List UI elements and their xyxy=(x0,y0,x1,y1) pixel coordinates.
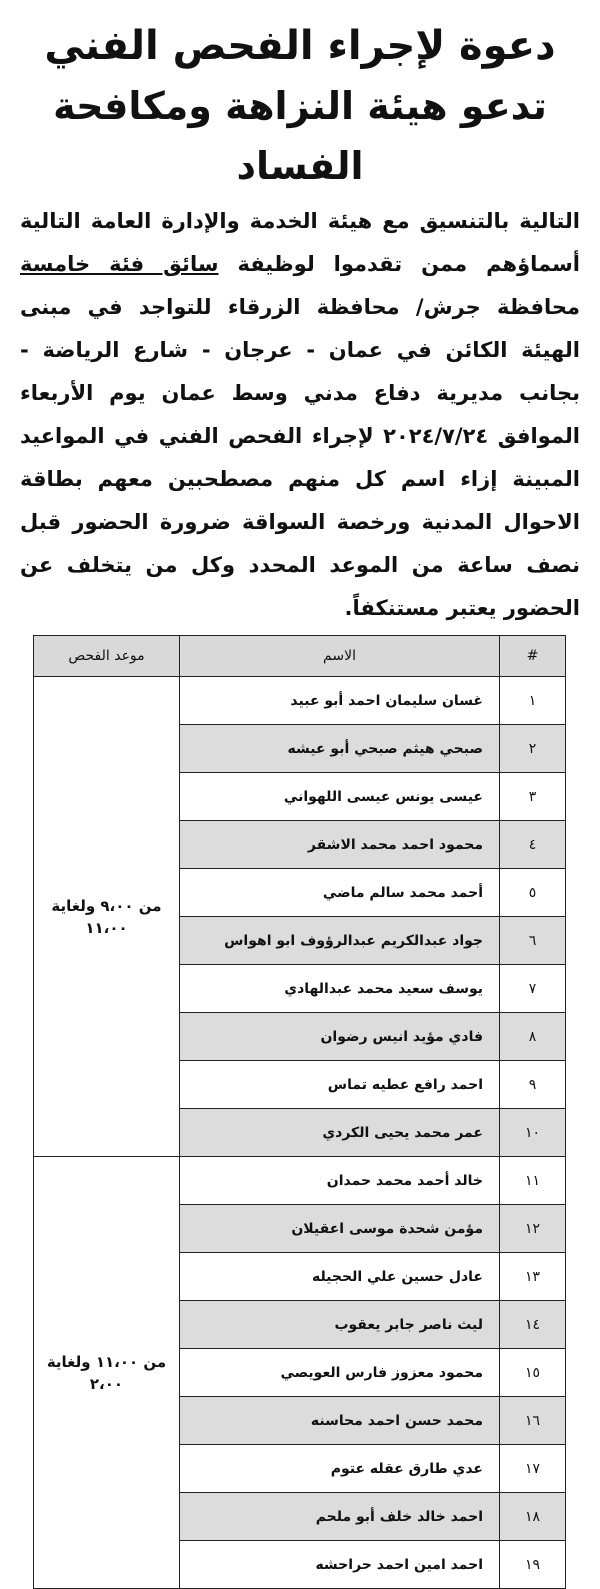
table-header-row xyxy=(34,636,566,677)
row-number: ٢ xyxy=(500,725,566,773)
row-number: ٨ xyxy=(500,1013,566,1061)
row-number: ٣ xyxy=(500,773,566,821)
candidate-name: محمود معزوز فارس العويصي xyxy=(180,1349,500,1397)
candidate-name: صبحي هيثم صبحي أبو عيشه xyxy=(180,725,500,773)
header-name: الاسم xyxy=(180,636,500,677)
candidate-name: عدي طارق عقله عتوم xyxy=(180,1445,500,1493)
body-text-part2: محافظة جرش/ محافظة الزرقاء للتواجد في مبنى الهيئة الكائن في عمان - عرجان - شارع الرياضة - بجانب مديرية دفاع مدني وسط عمان يوم الأربعاء الموافق ٢٠٢٤/٧/٢٤ لإجراء الفحص الفني في المواعيد المبينة إزاء اسم كل منهم مصطحبين معهم بطاقة الاحوال المدنية ورخصة السواقة ضرورة الحضور قبل نصف ساعة من الموعد المحدد وكل من يتخلف عن الحضور يعتبر مستنكفاً. xyxy=(20,295,580,620)
row-number: ٥ xyxy=(500,869,566,917)
header-exam-time: موعد الفحص xyxy=(34,636,180,677)
candidate-name: عادل حسين علي الحجيله xyxy=(180,1253,500,1301)
row-number: ١١ xyxy=(500,1157,566,1205)
candidate-name: عيسى يونس عيسى اللهواني xyxy=(180,773,500,821)
candidate-name: أحمد محمد سالم ماضي xyxy=(180,869,500,917)
candidate-name: مؤمن شحدة موسى اعقيلان xyxy=(180,1205,500,1253)
announcement-title: دعوة لإجراء الفحص الفني xyxy=(44,23,556,69)
row-number: ١٨ xyxy=(500,1493,566,1541)
exam-time-slot-2: من ١١،٠٠ ولغاية ٢،٠٠ xyxy=(34,1157,180,1589)
candidate-name: احمد رافع عطيه تماس xyxy=(180,1061,500,1109)
row-number: ١٠ xyxy=(500,1109,566,1157)
row-number: ٧ xyxy=(500,965,566,1013)
body-text-part1: التالية بالتنسيق مع هيئة الخدمة والإدارة العامة التالية أسماؤهم ممن تقدموا لوظيفة xyxy=(20,209,580,276)
row-number: ١٥ xyxy=(500,1349,566,1397)
candidate-name: فادي مؤيد انيس رضوان xyxy=(180,1013,500,1061)
candidate-name: محمد حسن احمد محاسنه xyxy=(180,1397,500,1445)
row-number: ٩ xyxy=(500,1061,566,1109)
exam-time-slot-1: من ٩،٠٠ ولغاية ١١،٠٠ xyxy=(34,677,180,1157)
candidate-name: يوسف سعيد محمد عبدالهادي xyxy=(180,965,500,1013)
row-number: ١٤ xyxy=(500,1301,566,1349)
candidate-name: جواد عبدالكريم عبدالرؤوف ابو اهواس xyxy=(180,917,500,965)
candidate-name: احمد امين احمد حراحشه xyxy=(180,1541,500,1589)
table-row xyxy=(34,1157,566,1205)
candidate-name: ليث ناصر جابر يعقوب xyxy=(180,1301,500,1349)
candidate-name: خالد أحمد محمد حمدان xyxy=(180,1157,500,1205)
row-number: ١٣ xyxy=(500,1253,566,1301)
row-number: ٤ xyxy=(500,821,566,869)
row-number: ١٢ xyxy=(500,1205,566,1253)
row-number: ٦ xyxy=(500,917,566,965)
row-number: ١٦ xyxy=(500,1397,566,1445)
header-number: # xyxy=(500,636,566,677)
candidate-name: غسان سليمان احمد أبو عبيد xyxy=(180,677,500,725)
row-number: ١ xyxy=(500,677,566,725)
exam-schedule-table xyxy=(33,635,566,1589)
table-row xyxy=(34,677,566,725)
job-title-underlined: سائق فئة خامسة xyxy=(20,252,219,276)
candidate-name: عمر محمد يحيى الكردي xyxy=(180,1109,500,1157)
announcement-subtitle: تدعو هيئة النزاهة ومكافحة الفساد xyxy=(53,84,547,188)
candidate-name: محمود احمد محمد الاشقر xyxy=(180,821,500,869)
candidate-name: احمد خالد خلف أبو ملحم xyxy=(180,1493,500,1541)
row-number: ١٧ xyxy=(500,1445,566,1493)
row-number: ١٩ xyxy=(500,1541,566,1589)
announcement-body xyxy=(20,200,580,630)
